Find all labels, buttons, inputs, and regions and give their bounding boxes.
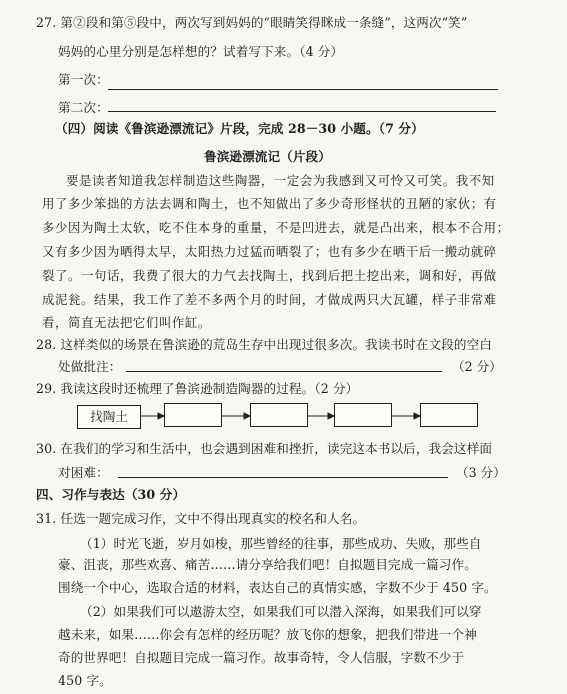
passage-line: 用了多少笨拙的方法去调和陶土，也不知做出了多少奇形怪状的丑陋的家伙；有 [42, 196, 497, 211]
topic1-line: 围绕一个中心，选取合适的材料，表达自己的真情实感，字数不少于 450 字。 [58, 580, 497, 595]
topic2-line: （2）如果我们可以遨游太空，如果我们可以潜入深海，如果我们可以穿 [80, 604, 482, 619]
passage-line: 要是读者知道我怎样制造这些陶器，一定会为我感到又可怜又可笑。我不知 [66, 173, 495, 188]
passage-line: 裂了。一句话，我费了很大的力气去找陶土，找到后把土挖出来，调和好，再做 [42, 268, 497, 283]
topic1-line: （1）时光飞逝，岁月如梭，那些曾经的往事，那些成功、失败，那些自 [80, 536, 482, 551]
flow-arrowhead [244, 413, 250, 419]
passage-line: 多少因为陶土太软，吃不住本身的重量，不是凹进去，就是凸出来，根本不合用； [42, 220, 510, 235]
topic1-line: 豪、沮丧，那些欢喜、痛苦……请分享给我们吧！自拟题目完成一篇习作。 [58, 557, 477, 572]
passage-line: 成泥瓮。结果，我工作了差不多两个月的时间，才做成两只大瓦罐，样子非常难 [42, 292, 497, 307]
flow-arrowhead [414, 413, 420, 419]
q27-first-label: 第一次： [58, 72, 109, 87]
q28-line2: 处做批注： [58, 359, 122, 374]
section4-heading: （四）阅读《鲁滨逊漂流记》片段，完成 28－30 小题。（7 分） [55, 121, 424, 136]
passage-line: 看，简直无法把它们叫作缸。 [42, 315, 211, 330]
q27-line2: 妈妈的心里分别是怎样想的？试着写下来。（4 分） [58, 44, 344, 59]
q29-line1: 29. 我读这段时还梳理了鲁滨逊制造陶器的过程。（2 分） [36, 381, 359, 396]
topic2-line: 450 字。 [58, 673, 112, 688]
topic2-line: 奇的世界吧！自拟题目完成一篇习作。故事奇特，令人信服，字数不少于 [58, 650, 465, 665]
passage-line: 又有多少因为晒得太早，太阳热力过猛而晒裂了；也有多少在晒干后一搬动就碎 [42, 244, 497, 259]
q27-second-label: 第二次： [58, 100, 109, 115]
q28-line1: 28. 这样类似的场景在鲁滨逊的荒岛生存中出现过很多次。我读书时在文段的空白 [36, 337, 493, 352]
flow-arrowhead [158, 413, 164, 419]
flow-step-box: 找陶土 [77, 405, 141, 429]
passage-title: 鲁滨逊漂流记（片段） [204, 149, 331, 164]
part4-heading: 四、习作与表达（30 分） [36, 487, 186, 502]
q30-line1: 30. 在我们的学习和生活中，也会遇到困难和挫折，读完这本书以后，我会这样面 [36, 441, 493, 456]
q31-line: 31. 任选一题完成习作，文中不得出现真实的校名和人名。 [36, 511, 366, 526]
q30-line2: 对困难： [58, 465, 109, 480]
topic2-line: 越未来，如果……你会有怎样的经历呢？放飞你的想象，把我们带进一个神 [58, 627, 477, 642]
flow-arrowhead [328, 413, 334, 419]
q30-score: （3 分） [456, 465, 506, 480]
q28-score: （2 分） [452, 359, 502, 374]
q30-answer-line[interactable] [118, 477, 448, 478]
q27-line1: 27. 第②段和第⑤段中，两次写到妈妈的“眼睛笑得眯成一条缝”，这两次“笑” [36, 15, 468, 30]
